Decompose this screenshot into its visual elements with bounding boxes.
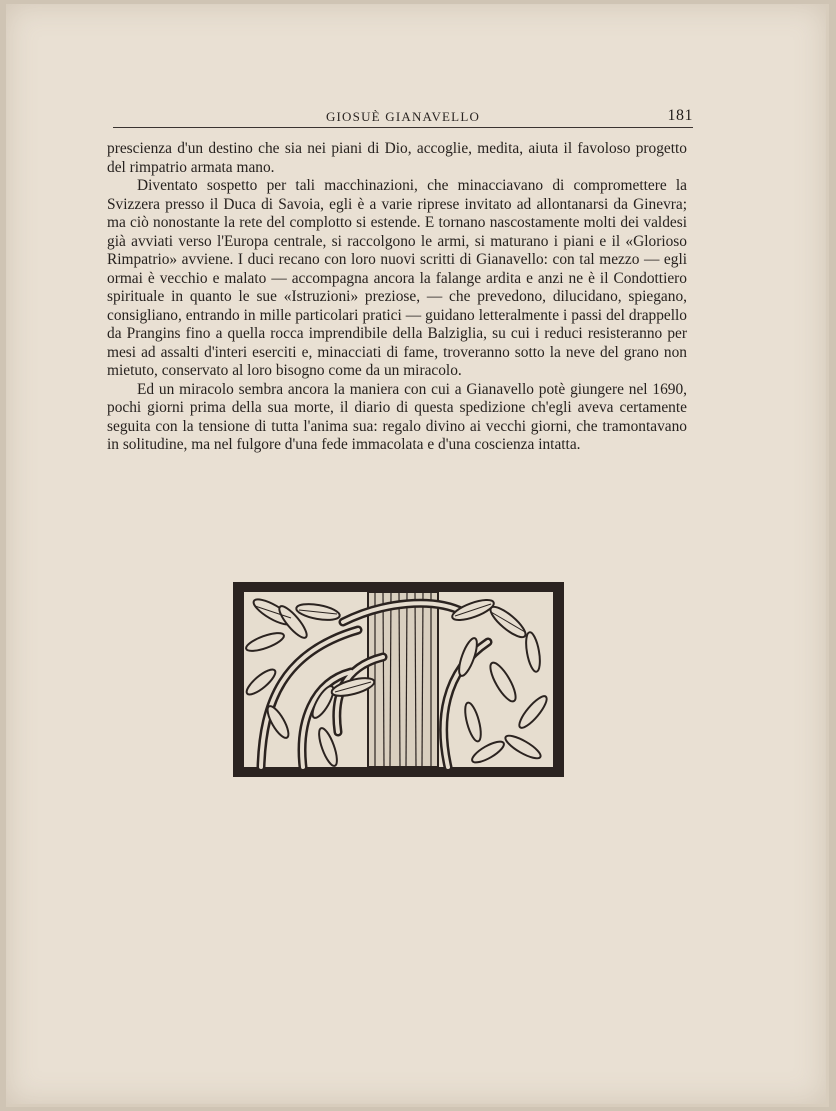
running-title: GIOSUÈ GIANAVELLO (325, 109, 481, 124)
page-number: 181 (667, 107, 693, 124)
paragraph-continuation: prescienza d'un destino che sia nei piani di Dio, accoglie, medita, aiuta il favoloso progetto del rimpatrio armata mano. (107, 140, 687, 176)
body-text (107, 140, 687, 455)
paragraph: Ed un miracolo sembra ancora la maniera con cui a Gianavello potè giungere nel 1690, pochi giorni prima della sua morte, il diario di questa spedizione ch'egli aveva certamente seguita con la tensione di tutta l'anima sua: regalo divino ai vecchi giorni, che tramontavano in solitudine, ma nel fulgore d'una fede immacolata e d'una coscienza intatta. (107, 380, 687, 453)
paragraph: Diventato sospetto per tali macchinazioni, che minacciavano di compromettere la Svizzera presso il Duca di Savoia, egli è a varie riprese invitato ad allontanarsi da Ginevra; ma ciò nonostante la rete del complotto si estende. E tornano nascostamente molti dei valdesi già avviati verso l'Europa centrale, si raccolgono le armi, si maturano i piani e il «Glorioso Rimpatrio» avviene. I duci recano con loro nuovi scritti di Gianavello: con tal mezzo — egli ormai è vecchio e malato — accompagna ancora la falange ardita e anzi ne è il Condottiero spirituale in quanto le sue «Istruzioni» preziose, — che prevedono, dilucidano, spiegano, consigliano, entrando in mille particolari pratici — guidano letteralmente i passi del drappello da Prangins fino a quella rocca imprendibile della Balziglia, su cui i reduci resisteranno per mesi ad assalti d'interi eserciti e, minacciati di fame, troveranno sotto la neve del grano non mietuto, conservato al loro bisogno come da un miracolo. (107, 177, 687, 379)
running-head (113, 107, 693, 128)
woodcut-tree-vignette-icon (233, 582, 564, 777)
